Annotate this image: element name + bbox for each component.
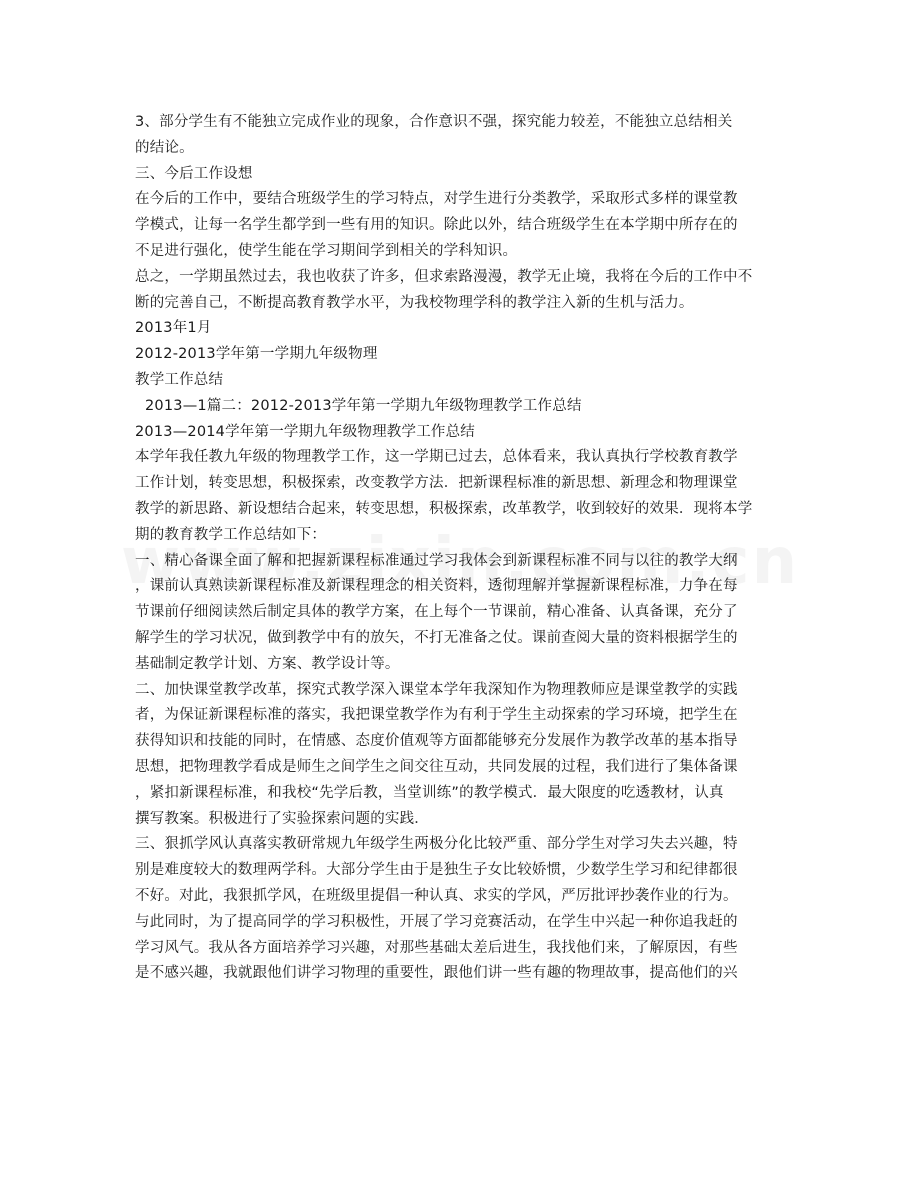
text-line: 教学的新思路、新设想结合起来，转变思想，积极探索，改革教学，收到较好的效果．现将本学	[135, 500, 753, 517]
text-line: 二、加快课堂教学改革，探究式教学深入课堂本学年我深知作为物理教师应是课堂教学的实践	[135, 681, 738, 698]
text-line: 思想，把物理教学看成是师生之间学生之间交往互动，共同发展的过程，我们进行了集体备课	[135, 758, 738, 775]
text-line: 者，为保证新课程标准的落实，我把课堂教学作为有利于学生主动探索的学习环境，把学生在	[135, 707, 738, 724]
text-line: 断的完善自己，不断提高教育教学水平，为我校物理学科的教学注入新的生机与活力。	[135, 294, 694, 311]
text-line: 学模式，让每一名学生都学到一些有用的知识。除此以外，结合班级学生在本学期中所存在的	[135, 217, 738, 234]
text-line: 不好。对此，我狠抓学风，在班级里提倡一种认真、求实的学风，严厉批评抄袭作业的行为。	[135, 887, 738, 904]
text-line: 获得知识和技能的同时，在情感、态度价值观等方面都能够充分发展作为教学改革的基本指导	[135, 733, 738, 750]
title-line: 2012-2013学年第一学期九年级物理	[135, 346, 378, 363]
text-line: 节课前仔细阅读然后制定具体的教学方案，在上每个一节课前，精心准备、认真备课，充分了	[135, 604, 738, 621]
text-line: 是不感兴趣，我就跟他们讲学习物理的重要性，跟他们讲一些有趣的物理故事，提高他们的兴	[135, 965, 738, 982]
text-line: 不足进行强化，使学生能在学习期间学到相关的学科知识。	[135, 242, 518, 259]
text-line: ，课前认真熟读新课程标准及新课程理念的相关资料，透彻理解并掌握新课程标准，力争在每	[135, 578, 738, 595]
text-line: 工作计划，转变思想，积极探索，改变教学方法．把新课程标准的新思想、新理念和物理课堂	[135, 475, 738, 492]
date-line: 2013年1月	[135, 320, 212, 337]
text-line: 在今后的工作中，要结合班级学生的学习特点，对学生进行分类教学，采取形式多样的课堂教	[135, 191, 738, 208]
text-line: 基础制定教学计划、方案、教学设计等。	[135, 655, 400, 672]
text-line: ，紧扣新课程标准，和我校“先学后教，当堂训练”的教学模式．最大限度的吃透教材，认真	[135, 784, 724, 801]
text-line: 3、部分学生有不能独立完成作业的现象，合作意识不强，探究能力较差，不能独立总结相关	[135, 114, 733, 130]
title-line: 2013—1篇二：2012-2013学年第一学期九年级物理教学工作总结	[145, 397, 582, 414]
text-line: 解学生的学习状况，做到教学中有的放矢，不打无准备之仗。课前查阅大量的资料根据学生的	[135, 629, 738, 646]
text-line: 别是难度较大的数理两学科。大部分学生由于是独生子女比较娇惯，少数学生学习和纪律都很	[135, 862, 738, 879]
text-line: 撰写教案。积极进行了实验探索问题的实践．	[135, 810, 429, 827]
title-line: 教学工作总结	[135, 371, 224, 388]
text-line: 三、狠抓学风认真落实教研常规九年级学生两极分化比较严重、部分学生对学习失去兴趣，特	[135, 836, 738, 853]
title-line: 2013—2014学年第一学期九年级物理教学工作总结	[135, 423, 476, 440]
text-line: 学习风气。我从各方面培养学习兴趣，对那些基础太差后进生，我找他们来，了解原因，有些	[135, 939, 738, 956]
text-line: 总之，一学期虽然过去，我也收获了许多，但求索路漫漫，教学无止境，我将在今后的工作中不	[135, 268, 753, 285]
text-line: 本学年我任教九年级的物理教学工作，这一学期已过去，总体看来，我认真执行学校教育教学	[135, 449, 738, 466]
document-body	[135, 110, 790, 987]
text-line: 期的教育教学工作总结如下：	[135, 526, 327, 543]
text-line: 与此同时，为了提高同学的学习积极性，开展了学习竞赛活动，在学生中兴起一种你追我赶的	[135, 913, 738, 930]
text-line: 的结论。	[135, 139, 194, 156]
text-line: 一、精心备课全面了解和把握新课程标准通过学习我体会到新课程标准不同与以往的教学大纲	[135, 552, 738, 569]
section-heading: 三、今后工作设想	[135, 165, 253, 182]
